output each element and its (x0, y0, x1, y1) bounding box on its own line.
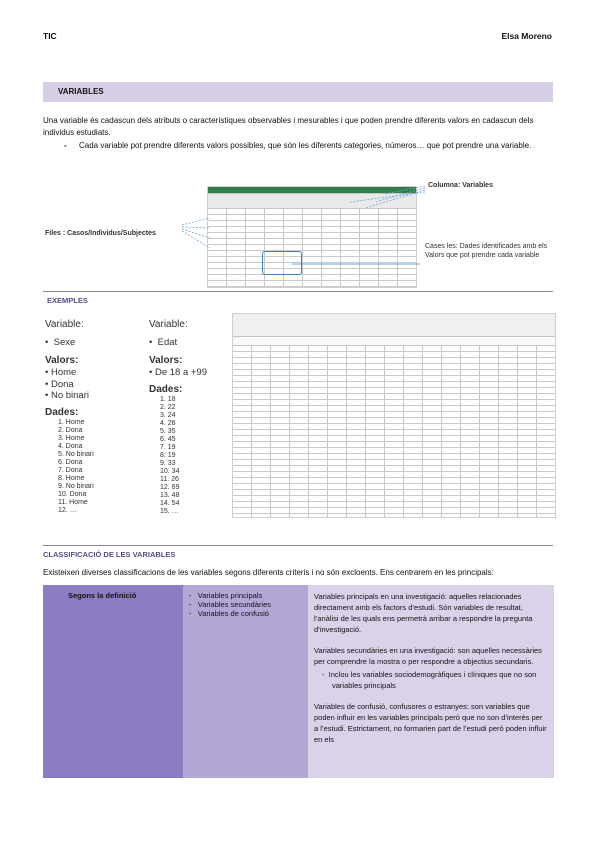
ex1-valors-label: Valors: (45, 355, 79, 366)
header-author: Elsa Moreno (501, 31, 552, 41)
ex2-variable: • Edat (149, 337, 178, 348)
label-columns: Columna: Variables (428, 182, 493, 189)
ex1-valors: • Home • Dona • No binari (45, 367, 89, 401)
list-item: 2. Dona (58, 427, 83, 434)
excel-grid (233, 346, 555, 517)
list-item: 13. 48 (160, 492, 180, 499)
description-cell (308, 585, 554, 778)
list-item: 12. … (58, 507, 77, 514)
list-item: 11. Home (58, 499, 88, 506)
label-rows: Files : Casos/Individus/Subjectes (45, 230, 156, 237)
types-cell (183, 585, 308, 778)
list-item: 9. No binari (58, 483, 94, 490)
excel-formula-bar (233, 337, 555, 346)
desc-secundaries: Variables secundàries en una investigació: son aquelles necessàries per comprendre la mostra o per respondre a objectius secundaris. (314, 646, 542, 666)
ex2-valors: • De 18 a +99 (149, 367, 207, 378)
list-item: 3. 24 (160, 412, 176, 419)
definition-text: Una variable és cadascun dels atributs o característiques observables i mesurables i que poden prendre diferents valors en cadascun dels individus estudiats. (43, 116, 534, 137)
ex1-dades-list (58, 419, 94, 515)
list-item: 6. 45 (160, 436, 176, 443)
list-item: 5. 35 (160, 428, 176, 435)
table-row (43, 585, 554, 778)
ex2-dades-label: Dades: (149, 384, 183, 395)
list-item: 8. Home (58, 475, 85, 482)
ex1-dades-label: Dades: (45, 407, 79, 418)
classification-title: CLASSIFICACIÓ DE LES VARIABLES (43, 550, 176, 559)
ex2-dades-list (160, 396, 179, 516)
examples-title: EXEMPLES (47, 296, 88, 305)
annotation-arrows (180, 180, 440, 280)
list-item: 1. 18 (160, 396, 176, 403)
list-item: 6. Dona (58, 459, 83, 466)
list-item: 11. 26 (160, 476, 179, 483)
list-item: 1. Home (58, 419, 85, 426)
type-item: - Variables secundàries (189, 600, 271, 609)
classification-intro: Existeixen diverses classificacions de les variables segons diferents criteris i no són excloents. Ens centrarem en les principals: (43, 568, 494, 577)
type-item: - Variables principals (189, 591, 263, 600)
divider (43, 545, 553, 546)
list-item: 10. 34 (160, 468, 180, 475)
list-item: 7. Dona (58, 467, 83, 474)
list-item: 10. Dona (58, 491, 87, 498)
ex2-valors-label: Valors: (149, 355, 183, 366)
list-item: 5. No binari (58, 451, 94, 458)
list-item: 9. 33 (160, 460, 176, 467)
criterion-label: Segons la definició (68, 591, 137, 600)
desc-secundaries-bullet: - Inclou les variables sociodemogràfiques i clíniques que no son variables principals (322, 670, 537, 690)
excel-example-figure (232, 313, 556, 518)
desc-confusio: Variables de confusió, confusores o estranyes: son variables que poden influir en les variables principals però que no son d’interès per a l’estudi. Estrictament, no formarien part de l’estudi però poden influir en els (314, 702, 547, 744)
definition-bullet: Cada variable pot prendre diferents valors possibles, que són les diferents categories, números… que pot prendre una variable. (79, 141, 532, 150)
divider (43, 291, 553, 292)
list-item: 8. 19 (160, 452, 176, 459)
list-item: 15. … (160, 508, 179, 515)
classification-table (43, 585, 554, 778)
list-item: 2. 22 (160, 404, 176, 411)
desc-principals: Variables principals en una investigació: aquelles relacionades directament amb els factors d’estudi. Són variables de resultat, l’anàlisi de les quals ens permetrà arribar a respondre la pregunta d’investigació. (314, 592, 533, 634)
excel-ribbon (233, 314, 555, 337)
ex2-variable-label: Variable: (149, 319, 188, 330)
list-item: 14. 54 (160, 500, 180, 507)
header-subject: TIC (43, 31, 57, 41)
list-item: 7. 19 (160, 444, 176, 451)
section-title: VARIABLES (58, 87, 104, 96)
ex1-variable-label: Variable: (45, 319, 84, 330)
section-title-bar (43, 82, 553, 102)
list-item: 12. 89 (160, 484, 180, 491)
list-item: 4. 26 (160, 420, 176, 427)
bullet-dash: - (64, 141, 67, 150)
criterion-cell (43, 585, 183, 778)
list-item: 4. Dona (58, 443, 83, 450)
type-item: - Variables de confusió (189, 609, 269, 618)
label-cells: Cases les: Dades identificades amb els Valors que pot prendre cada variable (425, 243, 548, 259)
ex1-variable: • Sexe (45, 337, 76, 348)
list-item: 3. Home (58, 435, 85, 442)
